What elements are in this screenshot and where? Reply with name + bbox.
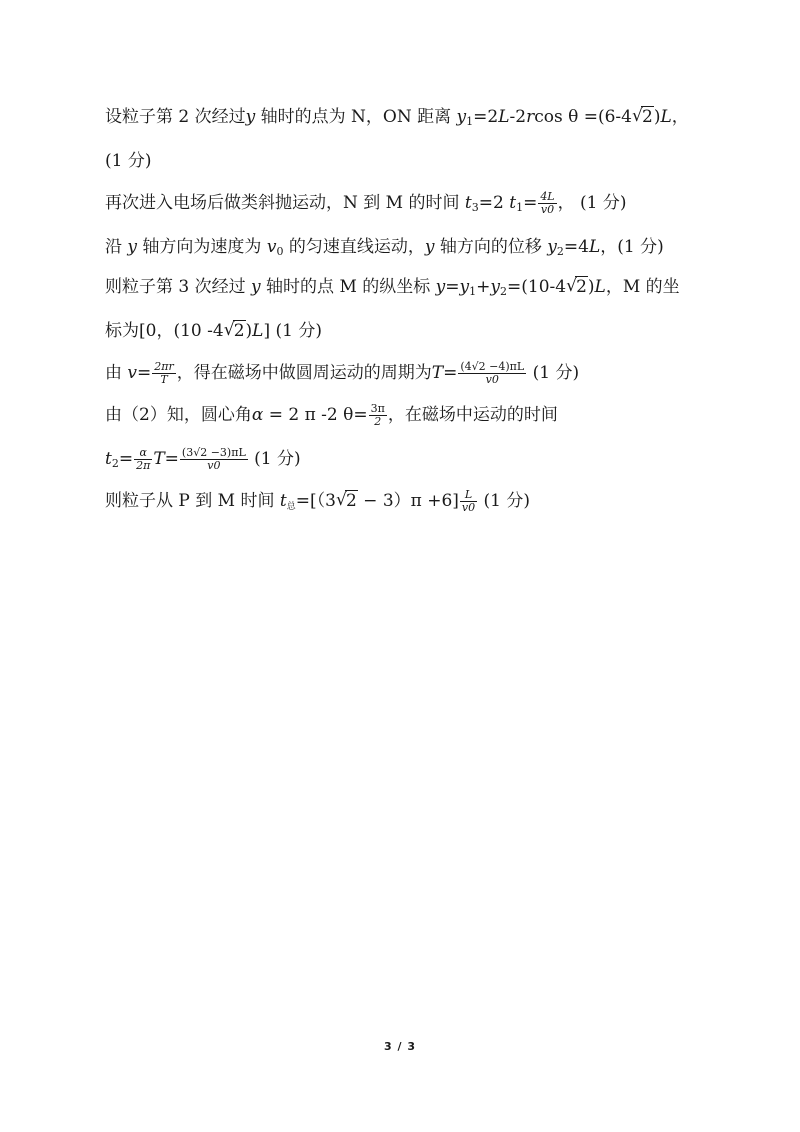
- score-note: (1 分): [105, 151, 152, 171]
- text: 则粒子从 P 到 M 时间: [105, 491, 280, 511]
- text: =[（3: [295, 491, 336, 511]
- fraction-numerator: 2πr: [154, 360, 174, 373]
- variable-t2: t: [105, 449, 112, 469]
- solution-line-10: [105, 488, 530, 520]
- text: ] (1 分): [263, 321, 322, 341]
- sqrt-expression: [566, 274, 588, 300]
- text: =: [137, 363, 152, 383]
- fraction: [460, 489, 477, 514]
- text: +: [476, 277, 491, 297]
- subscript: 总: [286, 502, 296, 512]
- solution-line-3: [105, 190, 627, 221]
- text: ，(1 分): [600, 237, 664, 257]
- variable-r: r: [526, 107, 535, 127]
- variable-L: L: [660, 107, 672, 127]
- text: =2: [473, 107, 499, 127]
- text: =: [443, 363, 458, 383]
- text: 设粒子第 2 次经过: [105, 107, 246, 127]
- solution-line-7: [105, 360, 579, 386]
- fraction-denominator: v0: [485, 373, 499, 386]
- subscript: 1: [466, 115, 474, 128]
- text: ): [587, 277, 595, 297]
- variable-L: L: [252, 321, 264, 341]
- solution-line-1: [105, 104, 689, 135]
- fraction-numerator: (3√2 −3)πL: [181, 446, 246, 459]
- variable-T: T: [153, 449, 165, 469]
- fraction-denominator: v0: [207, 459, 221, 472]
- fraction: [369, 403, 387, 428]
- fraction-denominator: 2π: [136, 459, 151, 472]
- text: 由（2）知，圆心角: [105, 405, 252, 425]
- text: ，M 的坐: [605, 277, 680, 297]
- text: =4: [563, 237, 589, 257]
- fraction-denominator: T: [160, 373, 168, 386]
- fraction: [180, 447, 248, 472]
- variable-y2: y: [490, 277, 500, 297]
- text: ): [653, 107, 661, 127]
- fraction: [458, 361, 526, 386]
- variable-y2: y: [547, 237, 557, 257]
- page-number: 3 / 3: [384, 1040, 416, 1053]
- text: =2: [478, 193, 510, 213]
- text: 轴方向的位移: [434, 237, 548, 257]
- subscript: 2: [556, 245, 564, 258]
- variable-y1: y: [456, 107, 467, 127]
- text: =: [523, 193, 538, 213]
- text: -2: [509, 107, 527, 127]
- variable-t3: t: [464, 193, 472, 213]
- variable-t1: t: [509, 193, 517, 213]
- radicand: 2: [642, 107, 653, 127]
- variable-y1: y: [459, 277, 470, 297]
- sqrt-expression: [224, 318, 246, 344]
- variable-y: y: [435, 277, 446, 297]
- subscript: 3: [471, 201, 479, 214]
- text: =: [118, 449, 134, 469]
- solution-line-4: [105, 234, 664, 265]
- text: (1 分): [527, 363, 580, 383]
- text: cos θ =(6-4: [534, 107, 632, 127]
- fraction: [538, 191, 556, 216]
- text: 轴时的点 M 的纵坐标: [260, 277, 436, 297]
- text: 轴方向为速度为: [137, 237, 267, 257]
- sqrt-expression: [632, 104, 654, 130]
- text: ): [245, 321, 253, 341]
- fraction-numerator: 3π: [370, 402, 385, 415]
- solution-line-8: [105, 402, 558, 428]
- text: 由: [105, 363, 128, 383]
- variable-L: L: [594, 277, 606, 297]
- variable-v0: v: [266, 237, 277, 257]
- text: = 2 π -2 θ=: [263, 405, 368, 425]
- variable-y: y: [424, 237, 435, 257]
- text: ，: [671, 107, 689, 127]
- text: =: [445, 277, 460, 297]
- subscript: 2: [111, 457, 119, 470]
- text: (1 分): [248, 449, 301, 469]
- text: 再次进入电场后做类斜抛运动，N 到 M 的时间: [105, 193, 465, 213]
- subscript: 1: [469, 285, 477, 298]
- fraction-denominator: 2: [374, 415, 382, 428]
- sqrt-expression: [336, 488, 358, 514]
- subscript: 1: [516, 201, 524, 214]
- variable-alpha: α: [251, 405, 264, 425]
- text: 则粒子第 3 次经过: [105, 277, 252, 297]
- variable-v: v: [127, 363, 138, 383]
- variable-y: y: [127, 237, 138, 257]
- solution-line-6: [105, 318, 322, 344]
- solution-line-5: [105, 274, 680, 305]
- radicand: 2: [345, 491, 357, 511]
- radicand: 2: [233, 321, 245, 341]
- text: 的匀速直线运动，: [283, 237, 425, 257]
- radicand: 2: [576, 277, 587, 297]
- text: =(10-4: [507, 277, 567, 297]
- fraction-numerator: α: [134, 447, 152, 460]
- fraction-denominator: v0: [540, 203, 555, 216]
- text: =: [164, 449, 179, 469]
- fraction-numerator: 4L: [540, 190, 555, 203]
- text: 轴时的点为 N，ON 距离: [255, 107, 457, 127]
- fraction-numerator: L: [460, 489, 477, 502]
- text: ， (1 分): [557, 193, 627, 213]
- fraction-denominator: v0: [461, 501, 476, 514]
- fraction: [134, 447, 152, 472]
- text: ，在磁场中运动的时间: [387, 405, 558, 425]
- fraction: [152, 361, 176, 386]
- solution-line-2: [105, 148, 151, 174]
- solution-line-9: [105, 446, 301, 477]
- text: − 3）π +6]: [357, 491, 459, 511]
- text: ，得在磁场中做圆周运动的周期为: [176, 363, 432, 383]
- subscript: 2: [500, 285, 507, 298]
- variable-y: y: [251, 277, 261, 297]
- text: 标为[0，(10 -4: [105, 321, 224, 341]
- variable-y: y: [245, 107, 256, 127]
- variable-L: L: [498, 107, 510, 127]
- variable-t: t: [279, 491, 287, 511]
- text: 沿: [105, 237, 128, 257]
- subscript: 0: [276, 245, 284, 258]
- text: (1 分): [478, 491, 531, 511]
- variable-L: L: [588, 237, 601, 257]
- fraction-numerator: (4√2 −4)πL: [460, 360, 525, 373]
- variable-T: T: [431, 363, 444, 383]
